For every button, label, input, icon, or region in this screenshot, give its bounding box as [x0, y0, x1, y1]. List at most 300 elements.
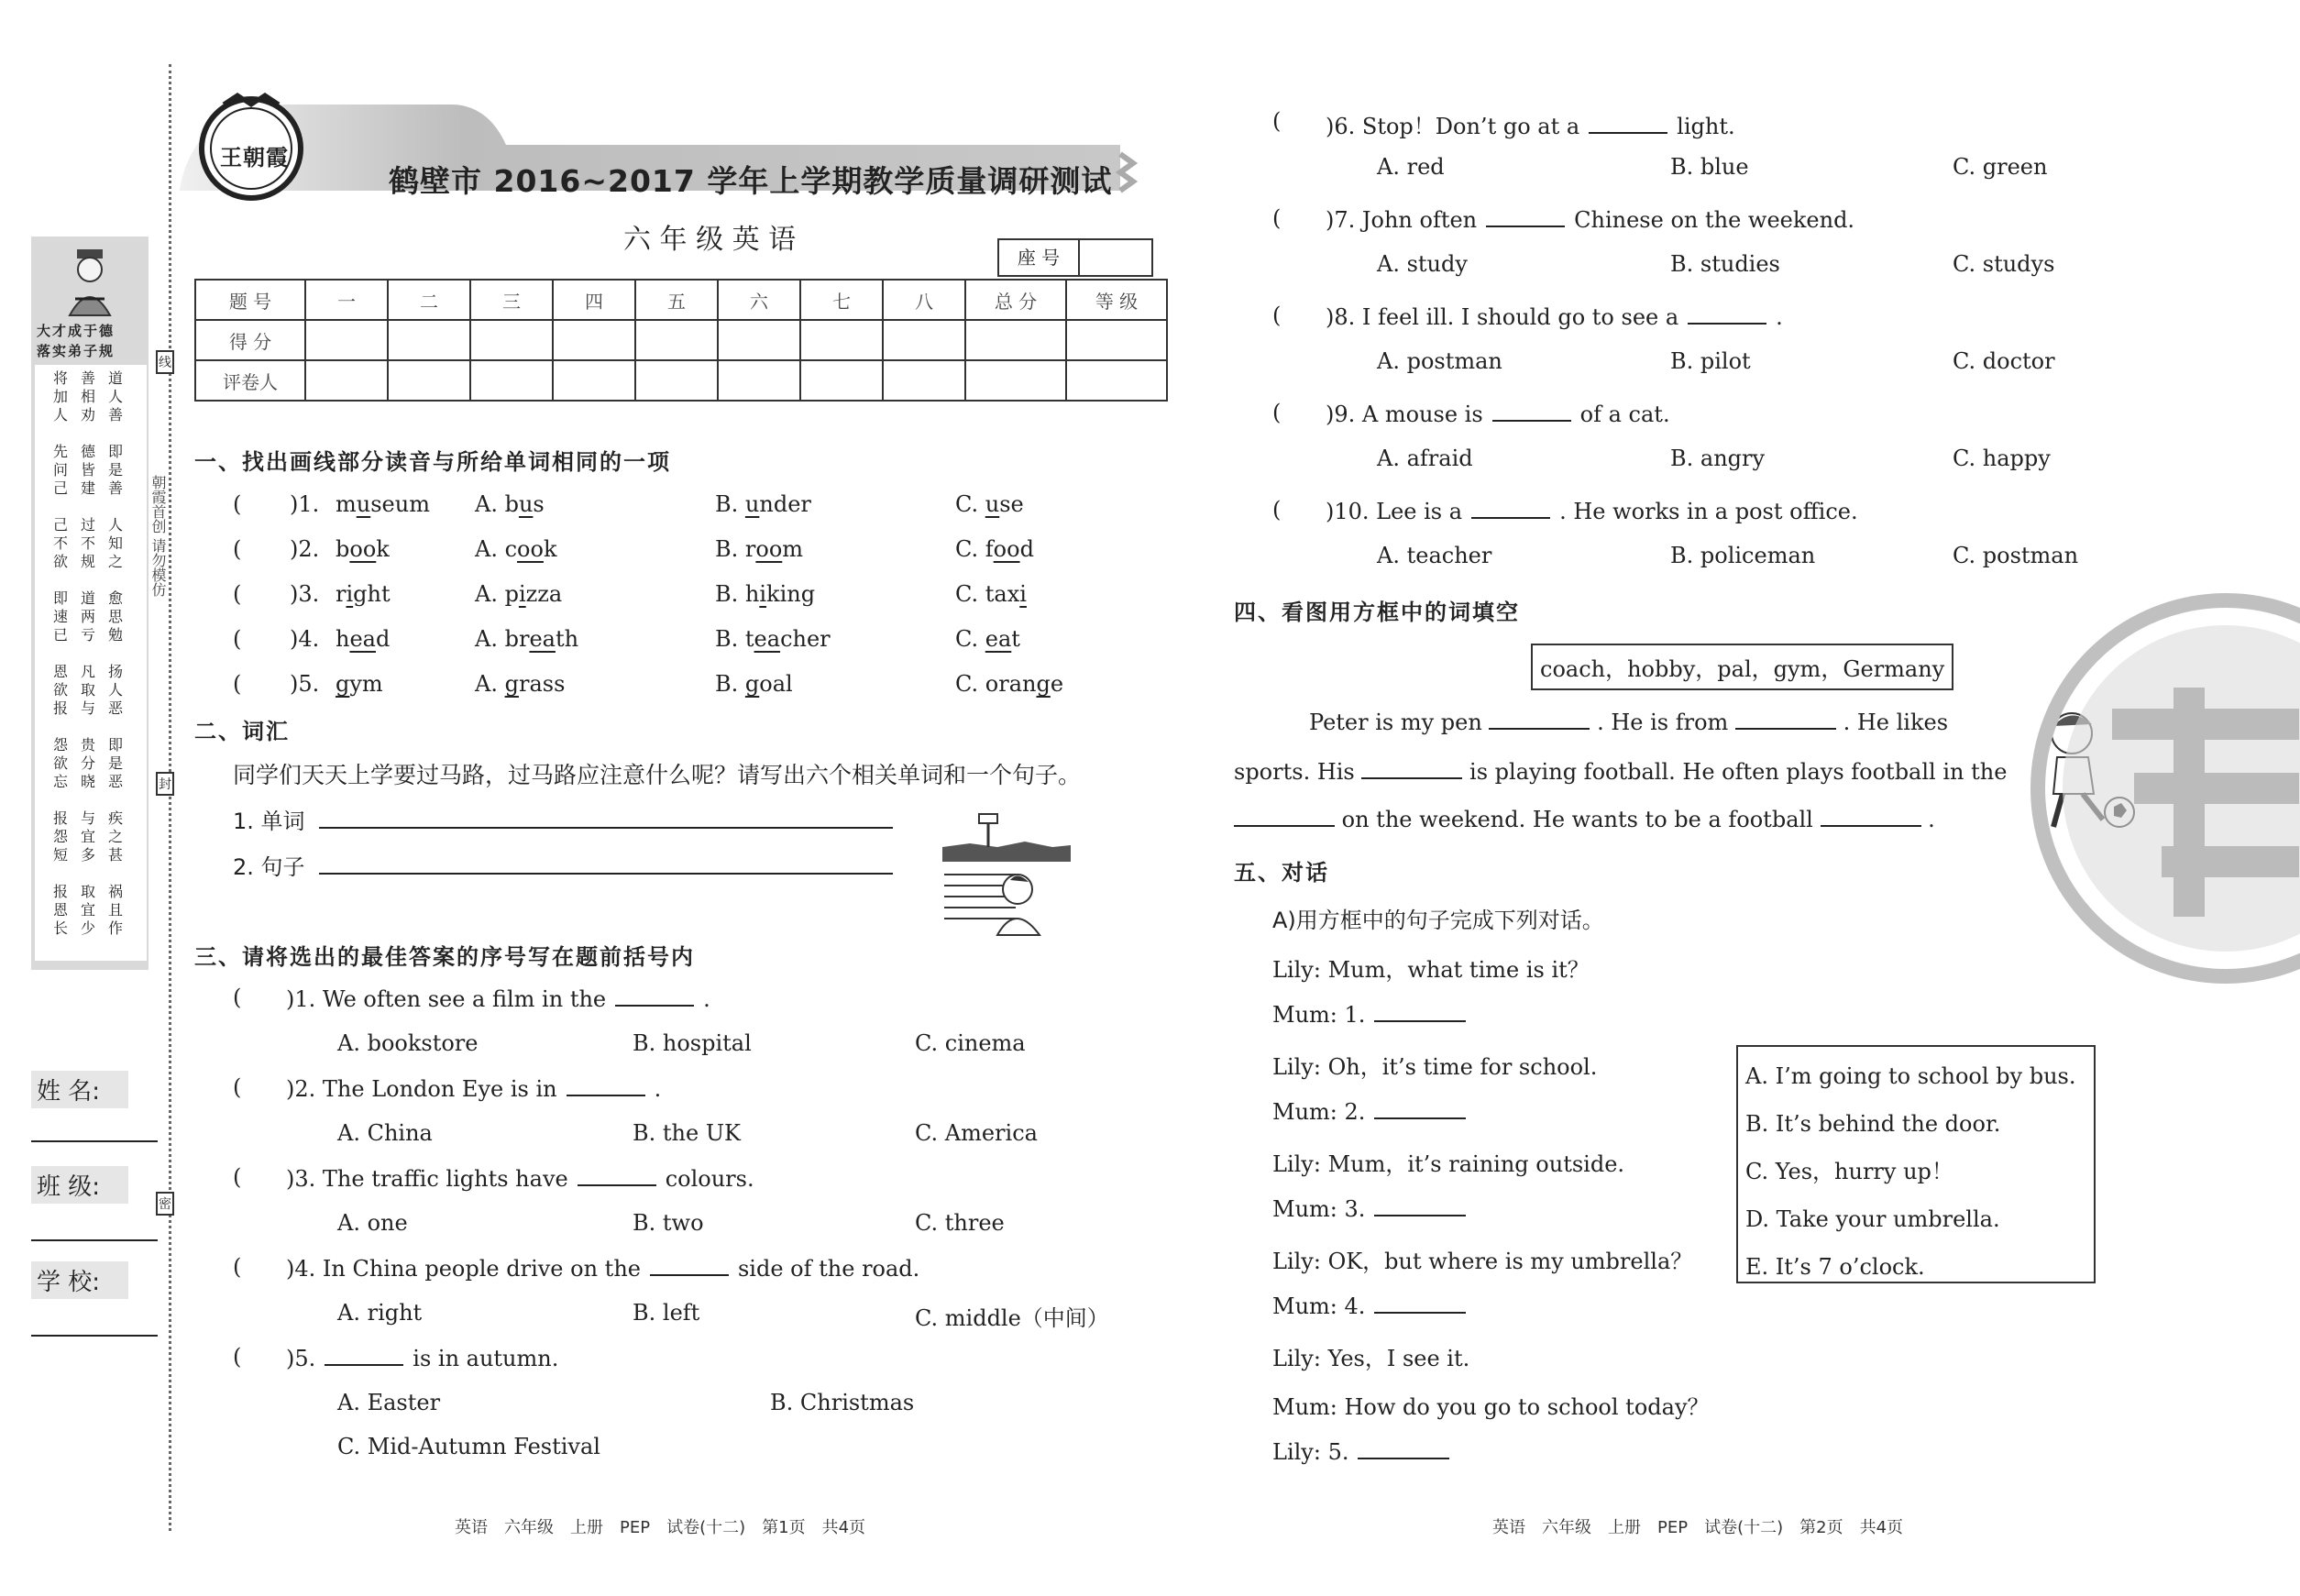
option-c-ul: u	[985, 491, 1000, 517]
motto-column: 过不规	[80, 516, 95, 570]
row-label-grader: 评卷人	[195, 360, 305, 401]
col-header: 总 分	[965, 280, 1066, 320]
dialogue-line	[1272, 1389, 1710, 1421]
dialogue-text: Mum: 4.	[1272, 1293, 1366, 1319]
question-blank[interactable]	[1492, 400, 1571, 422]
option-a-pre: A. p	[475, 581, 519, 607]
item-number: )3.	[290, 581, 320, 607]
motto-column: 愈思勉	[107, 589, 123, 644]
grader-cell[interactable]	[470, 360, 553, 401]
option-b	[715, 626, 831, 652]
option-b-pre: B. h	[715, 581, 760, 607]
choice-option-a[interactable]: A. one	[337, 1210, 408, 1236]
target-word-ul: oo	[349, 536, 377, 562]
secret-watermark	[2024, 587, 2300, 990]
question-blank[interactable]	[325, 1344, 403, 1366]
target-word-post: ght	[353, 581, 391, 607]
crosswalk-illustration	[933, 810, 1071, 939]
question-text: )8. I feel ill. I should go to see a	[1326, 304, 1679, 330]
dialogue-line	[1272, 1049, 1597, 1081]
dialogue-options	[1738, 1058, 2094, 1285]
choice-option-c[interactable]: C. postman	[1953, 543, 2079, 568]
option-a-pre: A.	[475, 671, 505, 697]
choice-option-a[interactable]: A. afraid	[1377, 446, 1473, 471]
exam-title: 鹤壁市 2016~2017 学年上学期教学质量调研测试	[389, 163, 1113, 199]
question-blank[interactable]	[1471, 497, 1550, 519]
choice-option-a[interactable]: A. study	[1377, 251, 1468, 277]
question-text: )6. Stop！Don’t go at a	[1326, 114, 1580, 139]
option-c-pre: C.	[955, 626, 985, 652]
option-c-pre: C. tax	[955, 581, 1020, 607]
seal-line-char: 线	[156, 350, 174, 374]
col-header: 一	[305, 280, 388, 320]
question-text: )5.	[286, 1346, 316, 1371]
option-c-ul: ea	[985, 626, 1012, 652]
dialogue-option: D. Take your umbrella.	[1745, 1206, 2000, 1232]
word-box: coach，hobby，pal，gym，Germany	[1531, 644, 1953, 690]
answer-bracket[interactable]: (	[233, 985, 242, 1010]
dialogue-blank[interactable]	[1358, 1437, 1449, 1459]
footer-page-1: 英语 六年级 上册 PEP 试卷(十二) 第1页 共4页	[455, 1518, 866, 1537]
answer-bracket[interactable]: (	[233, 1074, 242, 1100]
dialogue-line	[1272, 1437, 1449, 1465]
option-b	[715, 671, 793, 697]
grader-cell[interactable]	[965, 360, 1066, 401]
answer-bracket[interactable]: (	[233, 1344, 242, 1370]
dialogue-blank[interactable]	[1374, 1097, 1466, 1119]
dialogue-text: Mum: 1.	[1272, 1002, 1366, 1028]
option-a-ul: g	[504, 671, 519, 697]
motto-panel	[31, 237, 149, 970]
question-stem	[286, 1344, 558, 1371]
score-cell[interactable]	[1066, 320, 1167, 360]
grader-cell[interactable]	[553, 360, 635, 401]
motto-top: 大才成于德	[37, 323, 116, 339]
passage-line-1	[1309, 708, 1948, 735]
question-text: )2. The London Eye is in	[286, 1076, 557, 1102]
option-b-pre: B. r	[715, 536, 756, 562]
option-c	[955, 536, 1034, 562]
grader-cell[interactable]	[635, 360, 718, 401]
class-label: 班 级:	[31, 1166, 128, 1204]
motto-column: 与宜多	[80, 809, 95, 864]
question-text: .	[703, 986, 710, 1012]
answer-bracket[interactable]: (	[233, 1254, 242, 1280]
dialogue-option: B. It’s behind the door.	[1745, 1111, 2001, 1137]
target-word-ul: i	[346, 581, 354, 607]
question-stem	[1326, 497, 1858, 524]
motto-column: 即是恶	[107, 736, 123, 790]
question-text: )4. In China people drive on the	[286, 1256, 641, 1282]
dialogue-text: Lily: Yes，I see it.	[1272, 1346, 1470, 1371]
dialogue-blank[interactable]	[1374, 1292, 1466, 1314]
choice-option-b[interactable]: B. pilot	[1670, 348, 1751, 374]
option-b-pre: B. t	[715, 626, 754, 652]
section2-prompt: 同学们天天上学要过马路，过马路应注意什么呢？请写出六个相关单词和一个句子。	[233, 762, 1082, 788]
option-a	[475, 581, 562, 607]
motto-column: 扬人恶	[107, 663, 123, 717]
grader-cell[interactable]	[800, 360, 883, 401]
score-cell[interactable]	[883, 320, 965, 360]
section1-title: 一、找出画线部分读音与所给单词相同的一项	[194, 449, 671, 475]
motto-column: 报怨短	[52, 809, 68, 864]
question-text: light.	[1677, 114, 1735, 139]
option-c	[955, 491, 1024, 517]
question-stem	[286, 1074, 661, 1102]
option-a-pre: A. c	[475, 536, 518, 562]
answer-bracket[interactable]: (	[233, 581, 242, 607]
option-c-post: se	[999, 491, 1024, 517]
question-text: of a cat.	[1579, 402, 1670, 427]
option-c	[955, 671, 1063, 697]
dialogue-text: Lily: Mum，it’s raining outside.	[1272, 1151, 1625, 1177]
motto-column: 取宜少	[80, 883, 95, 937]
motto-column: 德皆建	[80, 443, 95, 497]
section2-title: 二、词汇	[194, 719, 290, 744]
option-b	[715, 581, 815, 607]
passage-blank-1[interactable]	[1489, 708, 1590, 730]
dialogue-line	[1272, 1292, 1466, 1319]
option-c	[955, 581, 1027, 607]
grader-cell[interactable]	[718, 360, 800, 401]
name-input-line[interactable]	[31, 1140, 158, 1142]
option-a-ul: oo	[517, 536, 544, 562]
passage-text: .	[1928, 807, 1935, 832]
col-header: 二	[388, 280, 470, 320]
col-header: 七	[800, 280, 883, 320]
motto-column: 怨欲忘	[52, 736, 68, 790]
seat-label: 座 号	[999, 240, 1080, 275]
question-stem	[1326, 108, 1735, 140]
words-line-label: 1. 单词	[233, 809, 305, 834]
option-b	[715, 536, 803, 562]
option-c-post: d	[1019, 536, 1034, 562]
choice-option-a[interactable]: A. Easter	[337, 1390, 441, 1415]
choice-option-b[interactable]: B. Christmas	[770, 1390, 915, 1415]
option-a	[475, 671, 565, 697]
target-word	[336, 671, 383, 697]
answer-bracket[interactable]: (	[233, 626, 242, 652]
option-a-ul: u	[518, 491, 534, 517]
option-a-post: rass	[518, 671, 566, 697]
row-label-number: 题 号	[195, 280, 305, 320]
motto-column: 报恩长	[52, 883, 68, 937]
choice-option-c[interactable]: C. happy	[1953, 446, 2051, 471]
target-word-pre: r	[336, 581, 347, 607]
target-word-pre: b	[336, 536, 350, 562]
item-number: )4.	[290, 626, 320, 652]
answer-bracket[interactable]: (	[1272, 108, 1282, 134]
dialogue-option: E. It’s 7 o’clock.	[1745, 1254, 1925, 1280]
option-c	[955, 626, 1020, 652]
option-b-post: king	[766, 581, 816, 607]
question-blank[interactable]	[1589, 112, 1667, 134]
question-text: Chinese on the weekend.	[1574, 207, 1855, 233]
question-text: . He works in a post office.	[1559, 499, 1858, 524]
choice-option-c[interactable]: C. studys	[1953, 251, 2055, 277]
target-word-ul: u	[356, 491, 371, 517]
choice-option-c[interactable]: C. cinema	[915, 1030, 1026, 1056]
choice-option-c[interactable]: C. America	[915, 1120, 1038, 1146]
question-blank[interactable]	[615, 985, 694, 1007]
choice-option-c[interactable]: C. doctor	[1953, 348, 2055, 374]
col-header: 四	[553, 280, 635, 320]
col-header: 等 级	[1066, 280, 1167, 320]
choice-option-a[interactable]: A. postman	[1377, 348, 1502, 374]
option-c-pre: C. f	[955, 536, 994, 562]
dialogue-text: Lily: 5.	[1272, 1439, 1349, 1465]
option-a-pre: A. br	[475, 626, 530, 652]
motto-column: 人知之	[107, 516, 123, 570]
motto-column: 己不欲	[52, 516, 68, 570]
option-a	[475, 626, 578, 652]
motto-column: 贵分晓	[80, 736, 95, 790]
option-b-ul: ea	[754, 626, 781, 652]
dialogue-blank[interactable]	[1374, 1000, 1466, 1022]
target-word-post: ym	[349, 671, 383, 697]
motto-column: 凡取与	[80, 663, 95, 717]
motto-column: 恩欲报	[52, 663, 68, 717]
target-word	[336, 581, 391, 607]
motto-column: 即是善	[107, 443, 123, 497]
score-cell[interactable]	[635, 320, 718, 360]
margin-note: 朝霞首创 请勿模仿	[149, 475, 167, 598]
answer-bracket[interactable]: (	[233, 1164, 242, 1190]
target-word-post: d	[375, 626, 391, 652]
option-a-post: k	[543, 536, 557, 562]
sentence-line-label: 2. 句子	[233, 854, 305, 880]
choice-option-b[interactable]: B. angry	[1670, 446, 1766, 471]
question-blank[interactable]	[1688, 303, 1766, 325]
target-word	[336, 491, 430, 517]
target-word-post: seum	[370, 491, 430, 517]
seal-seal-char: 封	[156, 772, 174, 796]
option-b-post: oal	[759, 671, 793, 697]
question-text: )9. A mouse is	[1326, 402, 1483, 427]
option-b	[715, 491, 811, 517]
score-cell[interactable]	[305, 320, 388, 360]
passage-blank-2[interactable]	[1735, 708, 1836, 730]
question-text: side of the road.	[737, 1256, 920, 1282]
choice-option-b[interactable]: B. studies	[1670, 251, 1780, 277]
option-b-post: nder	[759, 491, 811, 517]
dialogue-line	[1272, 1000, 1466, 1028]
option-b-ul: oo	[755, 536, 783, 562]
question-stem	[1326, 205, 1854, 233]
motto-column: 道两亏	[80, 589, 95, 644]
col-header: 六	[718, 280, 800, 320]
target-word	[336, 626, 390, 652]
question-blank[interactable]	[567, 1074, 645, 1096]
motto-column: 即速已	[52, 589, 68, 644]
score-cell[interactable]	[718, 320, 800, 360]
passage-blank-4[interactable]	[1234, 805, 1335, 827]
option-a-post: th	[555, 626, 579, 652]
motto-column: 善相劝	[80, 369, 95, 424]
words-answer-line[interactable]	[319, 827, 893, 829]
school-label: 学 校:	[31, 1261, 128, 1299]
choice-option-b[interactable]: B. blue	[1670, 154, 1749, 180]
grader-cell[interactable]	[388, 360, 470, 401]
choice-option-c[interactable]: C. green	[1953, 154, 2048, 180]
passage-text: sports. His	[1234, 759, 1355, 785]
seal-secret-char: 密	[156, 1192, 174, 1216]
passage-line-2	[1234, 757, 2007, 785]
dialogue-line	[1272, 1194, 1466, 1222]
section5-title: 五、对话	[1234, 860, 1329, 886]
name-label: 姓 名:	[31, 1071, 128, 1108]
motto-column: 道人善	[107, 369, 123, 424]
col-header: 三	[470, 280, 553, 320]
question-text: )10. Lee is a	[1326, 499, 1463, 524]
motto-column: 将加人	[52, 369, 68, 424]
option-a-ul: i	[518, 581, 526, 607]
question-text: .	[1776, 304, 1783, 330]
option-c-pre: C. oran	[955, 671, 1037, 697]
question-stem	[286, 1164, 754, 1192]
passage-text: . He is from	[1597, 710, 1729, 735]
answer-bracket[interactable]: (	[1272, 205, 1282, 231]
passage-text: Peter is my pen	[1309, 710, 1482, 735]
target-word	[336, 536, 390, 562]
scholar-illustration	[57, 244, 123, 317]
question-text: )7. John often	[1326, 207, 1478, 233]
item-number: )2.	[290, 536, 320, 562]
question-blank[interactable]	[650, 1254, 729, 1276]
option-a-pre: A. b	[475, 491, 519, 517]
option-a-post: s	[533, 491, 545, 517]
seat-number-box[interactable]	[997, 238, 1153, 277]
choice-option-a[interactable]: A. right	[337, 1300, 423, 1326]
answer-bracket[interactable]: (	[233, 671, 242, 697]
score-cell[interactable]	[470, 320, 553, 360]
item-number: )5.	[290, 671, 320, 697]
option-c-ul: i	[1019, 581, 1027, 607]
option-b-pre: B.	[715, 491, 745, 517]
score-cell[interactable]	[800, 320, 883, 360]
choice-option-b[interactable]: B. the UK	[633, 1120, 741, 1146]
choice-option-c[interactable]: C. three	[915, 1210, 1005, 1236]
choice-option-b[interactable]: B. left	[633, 1300, 700, 1326]
answer-bracket[interactable]: (	[233, 491, 242, 517]
dialogue-blank[interactable]	[1374, 1194, 1466, 1216]
answer-bracket[interactable]: (	[1272, 303, 1282, 328]
answer-bracket[interactable]: (	[233, 536, 242, 562]
grader-cell[interactable]	[305, 360, 388, 401]
grader-cell[interactable]	[1066, 360, 1167, 401]
item-number: )1.	[290, 491, 320, 517]
choice-option-a[interactable]: A. bookstore	[337, 1030, 479, 1056]
choice-option-a[interactable]: A. China	[337, 1120, 433, 1146]
option-a	[475, 491, 545, 517]
target-word-pre: h	[336, 626, 350, 652]
option-c-ul: g	[1036, 671, 1051, 697]
answer-bracket[interactable]: (	[1272, 497, 1282, 523]
option-b-ul: g	[744, 671, 760, 697]
choice-option-b[interactable]: B. hospital	[633, 1030, 752, 1056]
score-cell[interactable]	[388, 320, 470, 360]
choice-option-a[interactable]: A. teacher	[1377, 543, 1492, 568]
col-header: 五	[635, 280, 718, 320]
sentence-answer-line[interactable]	[319, 873, 893, 875]
motto-column: 先问己	[52, 443, 68, 497]
answer-bracket[interactable]: (	[1272, 400, 1282, 425]
dialogue-text: Lily: OK，but where is my umbrella？	[1272, 1249, 1693, 1274]
target-word-ul: g	[336, 671, 350, 697]
score-cell[interactable]	[553, 320, 635, 360]
passage-blank-5[interactable]	[1821, 805, 1921, 827]
option-c-ul: oo	[993, 536, 1020, 562]
passage-text: is playing football. He often plays football in the	[1469, 759, 2008, 785]
grader-cell[interactable]	[883, 360, 965, 401]
dialogue-text: Mum: How do you go to school today？	[1272, 1394, 1710, 1420]
choice-option-b[interactable]: B. policeman	[1670, 543, 1816, 568]
section5-instruction: A)用方框中的句子完成下列对话。	[1272, 908, 1604, 933]
school-input-line[interactable]	[31, 1335, 158, 1337]
question-stem	[1326, 400, 1670, 427]
dialogue-option: C. Yes，hurry up！	[1745, 1159, 1953, 1184]
motto-column: 祸且作	[107, 883, 123, 937]
option-b-ul: u	[744, 491, 760, 517]
question-text: colours.	[665, 1166, 754, 1192]
option-b-post: cher	[780, 626, 831, 652]
dialogue-line	[1272, 1340, 1469, 1372]
motto-column: 疾之甚	[107, 809, 123, 864]
question-text: )3. The traffic lights have	[286, 1166, 568, 1192]
section4-title: 四、看图用方框中的词填空	[1234, 600, 1520, 625]
target-word-pre: m	[336, 491, 357, 517]
motto-bottom: 落实弟子规	[37, 343, 116, 359]
question-text: is in autumn.	[413, 1346, 559, 1371]
dialogue-text: Mum: 2.	[1272, 1099, 1366, 1125]
dialogue-options-box	[1736, 1045, 2096, 1283]
option-b-post: m	[782, 536, 804, 562]
passage-blank-3[interactable]	[1361, 757, 1462, 779]
binding-dashed-line	[169, 64, 171, 1531]
question-blank[interactable]	[578, 1164, 656, 1186]
class-input-line[interactable]	[31, 1239, 158, 1241]
subject-title: 六 年 级 英 语	[623, 224, 797, 256]
passage-text: . He likes	[1843, 710, 1949, 735]
score-table	[194, 279, 1168, 402]
dialogue-line	[1272, 1243, 1692, 1275]
choice-option-b[interactable]: B. two	[633, 1210, 704, 1236]
option-a-post: zza	[525, 581, 563, 607]
row-label-score: 得 分	[195, 320, 305, 360]
dialogue-line	[1272, 952, 1590, 984]
question-blank[interactable]	[1486, 205, 1565, 227]
target-word-ul: ea	[349, 626, 376, 652]
option-c-post: t	[1011, 626, 1020, 652]
option-b-pre: B.	[715, 671, 745, 697]
dialogue-option: A. I’m going to school by bus.	[1745, 1063, 2076, 1089]
score-cell[interactable]	[965, 320, 1066, 360]
option-b-ul: i	[759, 581, 767, 607]
choice-option-c[interactable]: C. middle（中间）	[915, 1305, 1109, 1331]
target-word-post: k	[376, 536, 390, 562]
dialogue-text: Lily: Mum，what time is it？	[1272, 957, 1590, 983]
option-c-pre: C.	[955, 491, 985, 517]
question-stem	[1326, 303, 1783, 330]
passage-line-3	[1234, 805, 1935, 832]
choice-option-c[interactable]: C. Mid-Autumn Festival	[337, 1434, 600, 1459]
question-text: .	[654, 1076, 662, 1102]
brand-logo-text: 王朝霞	[220, 145, 289, 171]
dialogue-text: Lily: Oh，it’s time for school.	[1272, 1054, 1598, 1080]
footer-page-2: 英语 六年级 上册 PEP 试卷(十二) 第2页 共4页	[1492, 1518, 1904, 1537]
choice-option-a[interactable]: A. red	[1377, 154, 1445, 180]
dialogue-line	[1272, 1146, 1624, 1178]
